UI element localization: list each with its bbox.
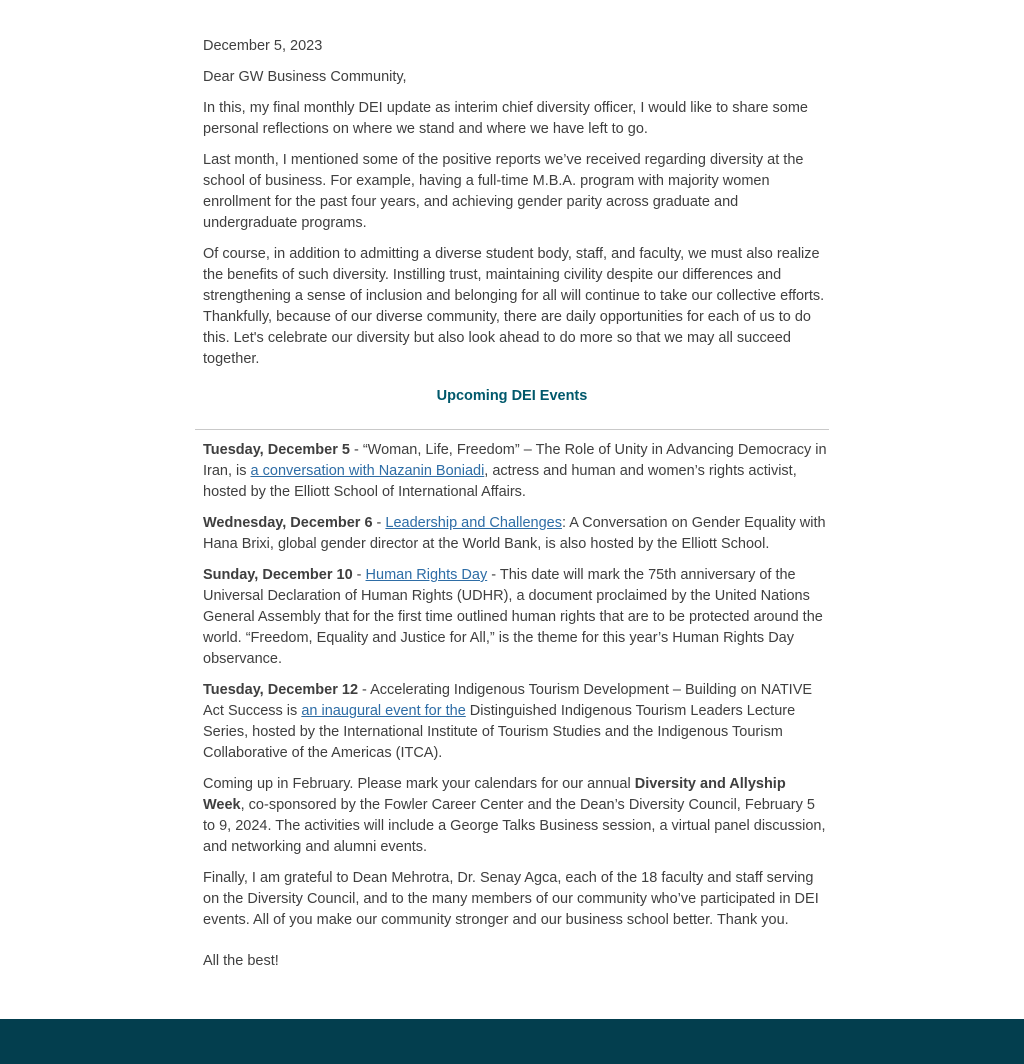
event-item-december-10 [195,565,829,670]
event-item-december-5 [195,440,829,503]
diversity-allyship-week-label: Diversity and Allyship Week [203,776,786,813]
event-link-inaugural-event[interactable]: an inaugural event for the [301,703,466,719]
paragraph-february-announcement [195,774,829,858]
event-link-human-rights-day[interactable]: Human Rights Day [365,567,488,583]
paragraph-intro: In this, my final monthly DEI update as interim chief diversity officer, I would like to share some personal reflections on where we stand and where we have left to go. [203,100,808,137]
event-text: Distinguished Indigenous Tourism Leaders Lecture Series, hosted by the International Institute of Tourism Studies and the Indigenous Tourism Collaborative of the Americas (ITCA). [203,703,796,761]
paragraph-text: , co-sponsored by the Fowler Career Center and the Dean’s Diversity Council, February 5 to 9, 2024. The activities will include a George Talks Business session, a virtual panel discussion, and networking and alumni events. [203,797,826,855]
event-date-label: Wednesday, December 6 [203,515,373,531]
event-text: - This date will mark the 75th anniversary of the Universal Declaration of Human Rights (UDHR), a document proclaimed by the United Nations General Assembly that for the first time outlined human rights that are to be protected around the world. “Freedom, Equality and Justice for All,” is the theme for this year’s Human Rights Day observance. [203,567,823,667]
event-text: - “Woman, Life, Freedom” – The Role of Unity in Advancing Democracy in Iran, is [203,442,827,479]
paragraph-gratitude: Finally, I am grateful to Dean Mehrotra, Dr. Senay Agca, each of the 18 faculty and staff serving on the Diversity Council, and to the many members of our community who’ve participated in DEI events. All of you make our community stronger and our business school better. Thank you. [203,870,819,928]
event-date-label: Tuesday, December 5 [203,442,350,458]
event-date-label: Tuesday, December 12 [203,682,359,698]
event-link-nazanin-boniadi[interactable]: a conversation with Nazanin Boniadi [250,463,485,479]
footer-bar [0,1019,1024,1064]
paragraph-diversity-benefits: Of course, in addition to admitting a diverse student body, staff, and faculty, we must also realize the benefits of such diversity. Instilling trust, maintaining civility despite our differences and strengthening a sense of inclusion and belonging for all will continue to take our collective efforts. Thankfully, because of our diverse community, there are daily opportunities for each of us to do this. Let's celebrate our diversity but also look ahead to do more so that we may all succeed together. [203,246,825,367]
event-text: , actress and human and women’s rights activist, hosted by the Elliott School of International Affairs. [203,463,797,500]
date-line: December 5, 2023 [203,38,323,54]
event-item-december-12 [195,680,829,764]
events-heading: Upcoming DEI Events [436,388,588,404]
event-text: - [372,515,386,531]
paragraph-positive-reports: Last month, I mentioned some of the positive reports we’ve received regarding diversity at the school of business. For example, having a full-time M.B.A. program with majority women enrollment for the past four years, and achieving gender parity across graduate and undergraduate programs. [203,152,804,231]
section-divider [195,429,829,430]
email-document [195,0,829,972]
closing-line: All the best! [203,953,279,969]
event-text: : A Conversation on Gender Equality with Hana Brixi, global gender director at the World Bank, is also hosted by the Elliott School. [203,515,826,552]
event-text: - Accelerating Indigenous Tourism Development – Building on NATIVE Act Success is [203,682,813,719]
event-text: - [352,567,366,583]
event-link-leadership-and-challenges[interactable]: Leadership and Challenges [385,515,562,531]
paragraph-text: Coming up in February. Please mark your calendars for our annual [203,776,635,792]
event-date-label: Sunday, December 10 [203,567,353,583]
event-item-december-6 [195,513,829,555]
greeting: Dear GW Business Community, [203,69,407,85]
